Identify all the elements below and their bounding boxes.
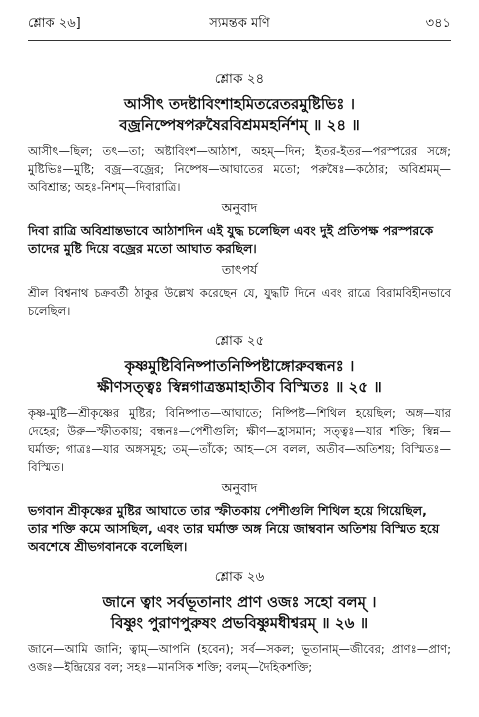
verse-26-heading: শ্লোক ২৬ xyxy=(214,569,265,585)
verse-24-sanskrit-line-2: বজ্রনিষ্পেষপরুষৈরবিশ্রমমহর্নিশম্ ॥ ২৪ ॥ xyxy=(119,116,360,134)
verse-24-sanskrit-line-1: আসীৎ তদষ্টাবিংশাহমিতরেতরমুষ্টিভিঃ । xyxy=(124,95,355,113)
header-page-number: ৩৪১ xyxy=(425,16,451,31)
verse-26-sanskrit-line-2: বিষ্ণুং পুরাণপুরুষং প্রভবিষ্ণুমধীশ্বরম্ ॥ ২৬ ॥ xyxy=(110,614,369,632)
verse-25-translation-title: অনুবাদ xyxy=(221,480,258,495)
header-rule xyxy=(28,40,451,41)
verse-24-purport-title: তাৎপর্য xyxy=(221,262,258,277)
verse-24-synonyms: আসীৎ—ছিল; তৎ—তা; অষ্টাবিংশ—আঠাশ, অহম্—দিন; ইতর-ইতর—পরস্পরের সঙ্গে; মুষ্টিভিঃ—মুষ্টি; বজ্র—বজ্রের; নিষ্পেষ—আঘাতের মতো; পরুষৈঃ—কঠোর; অবিশ্রমম্—অবিশ্রান্ত; অহঃ-নিশম্—দিবারাত্রি। xyxy=(28,144,451,194)
page-content xyxy=(28,68,451,676)
header-chapter-title: স্যমন্তক মণি xyxy=(209,16,270,31)
verse-24-translation: দিবা রাত্রি অবিশ্রান্তভাবে আঠাশদিন এই যুদ্ধ চলেছিল এবং দুই প্রতিপক্ষ পরস্পরকে তাদের মুষ্টি দিয়ে বজ্রের মতো আঘাত করছিল। xyxy=(28,223,434,256)
verse-26-synonyms: জানে—আমি জানি; ত্বাম্—আপনি (হবেন); সর্ব—সকল; ভূতানাম্—জীবের; প্রাণঃ—প্রাণ; ওজঃ—ইন্দ্রিয়ের বল; সহঃ—মানসিক শক্তি; বলম্—দৈহিকশক্তি; xyxy=(28,642,451,674)
verse-25-sanskrit-line-2: ক্ষীণসত্ত্বঃ স্বিন্নগাত্রস্তমাহাতীব বিস্মিতঃ ॥ ২৫ ॥ xyxy=(97,378,382,396)
verse-25-translation: ভগবান শ্রীকৃষ্ণের মুষ্টির আঘাতে তার স্ফীতকায় পেশীগুলি শিথিল হয়ে গিয়েছিল, তার শক্তি কমে আসছিল, এবং তার ঘর্মাক্ত অঙ্গ নিয়ে জাম্ববান অতিশয় বিস্মিত হয়ে অবশেষে শ্রীভগবানকে বলেছিল। xyxy=(28,503,440,554)
header-verse-ref: শ্লোক ২৬] xyxy=(28,16,81,31)
verse-24-purport: শ্রীল বিশ্বনাথ চক্রবর্তী ঠাকুর উল্লেখ করেছেন যে, যুদ্ধটি দিনে এবং রাত্রে বিরামবিহীনভাবে চলেছিল। xyxy=(28,286,451,318)
verse-25-heading: শ্লোক ২৫ xyxy=(214,333,265,349)
verse-25-sanskrit-line-1: কৃষ্ণমুষ্টিবিনিষ্পাতনিষ্পিষ্টাঙ্গোরুবন্ধনঃ । xyxy=(124,357,355,375)
verse-25-synonyms: কৃষ্ণ-মুষ্টি—শ্রীকৃষ্ণের মুষ্টির; বিনিষ্পাত—আঘাতে; নিষ্পিষ্ট—শিথিল হয়েছিল; অঙ্গ—যার দেহের; উরু—স্ফীতকায়; বন্ধনঃ—পেশীগুলি; ক্ষীণ—হ্রাসমান; সত্ত্বঃ—যার শক্তি; স্বিন্ন—ঘর্মাক্ত; গাত্রঃ—যার অঙ্গসমূহ; তম্—তাঁকে; আহ—সে বলল, অতীব—অতিশয়; বিস্মিতঃ—বিস্মিত। xyxy=(28,406,451,474)
page-header xyxy=(28,14,451,32)
verse-24-heading: শ্লোক ২৪ xyxy=(214,71,265,87)
verse-24-translation-title: অনুবাদ xyxy=(221,200,258,215)
verse-26-sanskrit-line-1: জানে ত্বাং সর্বভূতানাং প্রাণ ওজঃ সহো বলম্ । xyxy=(102,593,377,611)
